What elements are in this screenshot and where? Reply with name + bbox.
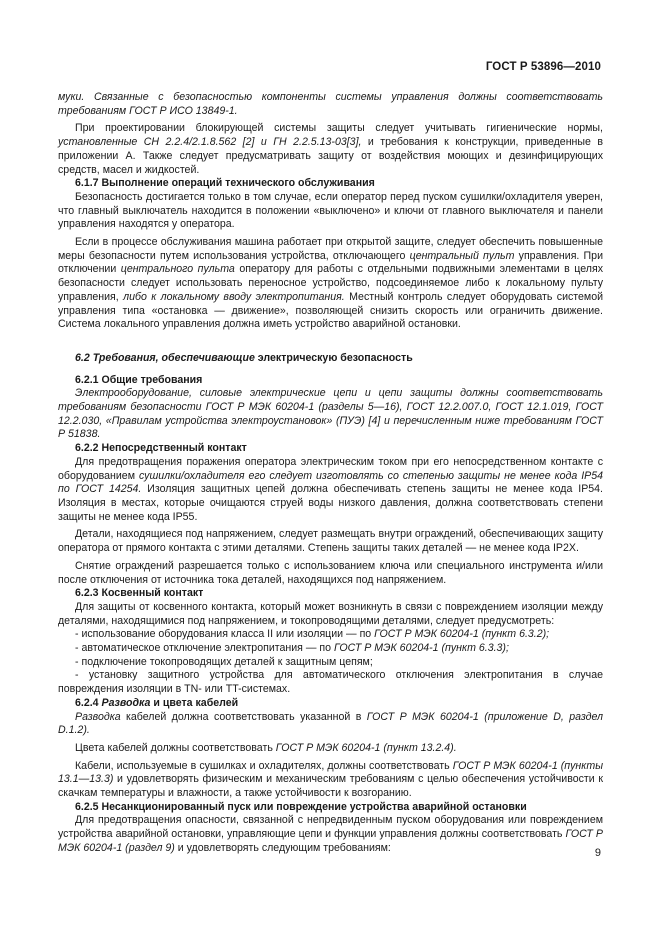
heading-6-2-4: [58, 697, 603, 711]
continued-paragraph: муки. Связанные с безопасностью компоненты системы управления должны соответствовать требованиям ГОСТ Р ИСО 13849-1.: [58, 91, 603, 117]
maint-text-4: Местный контроль следует оборудовать системой управления типа «остановка — движение», позволяющей снизить скорость или ограничить движение. Система локального управления должна иметь устройство аварийной остановки.: [58, 290, 604, 331]
page-number: 9: [594, 847, 601, 859]
design-text-1: При проектировании блокирующей системы защиты следует учитывать гигиенические нормы,: [75, 122, 603, 135]
direct-contact-paragraph-1: [58, 456, 603, 525]
list-item: - установку защитного устройства для автоматического отключения электропитания в случае повреждения изоляции в TN- или TT-системах.: [58, 669, 603, 696]
wiring-paragraph-3: [58, 760, 603, 801]
wiring-italic-1: Разводка: [75, 710, 121, 723]
list-item: [58, 642, 603, 656]
heading-6-2-1: 6.2.1 Общие требования: [75, 373, 203, 386]
list-item-2-ref: ГОСТ Р МЭК 60204-1 (пункт 6.3.3);: [333, 642, 509, 655]
list-item-1-ref: ГОСТ Р МЭК 60204-1 (пункт 6.3.2);: [374, 628, 550, 641]
maint-italic-1: центральный пульт: [409, 249, 515, 262]
cables-ref: ГОСТ Р МЭК 60204-1 (пункты 13.1—13.3): [58, 759, 603, 786]
list-item: [58, 628, 603, 642]
wiring-colors-ref: ГОСТ Р МЭК 60204-1 (пункт 13.2.4).: [275, 741, 457, 754]
heading-6-2-3: 6.2.3 Косвенный контакт: [75, 587, 204, 600]
cables-text-1: Кабели, используемые в сушилках и охладителях, должны соответствовать: [75, 759, 453, 772]
direct-contact-paragraph-2: Детали, находящиеся под напряжением, следует размещать внутри ограждений, обеспечивающих защиту оператора от прямого контакта с этими деталями. Степень защиты таких деталей — не менее кода IP2X.: [58, 528, 603, 555]
wiring-italic-2: ГОСТ Р МЭК 60204-1 (приложение D, раздел D.1.2).: [58, 710, 603, 737]
maintenance-paragraph-2: [58, 236, 603, 332]
maintenance-paragraph-1: Безопасность достигается только в том случае, если оператор перед пуском сушилки/охладителя уверен, что главный выключатель находится в положении «выключено» и ключи от главного выключателя и панели управления находятся у оператора.: [58, 190, 603, 231]
start-ref: ГОСТ Р МЭК 60204-1 (раздел 9): [58, 828, 603, 854]
section-6-2-title-rest: электрическую безопасность: [254, 351, 413, 364]
heading-6-2-4-rest: и цвета кабелей: [150, 696, 239, 709]
design-paragraph: [58, 122, 603, 177]
maint-italic-2: центрального пульта: [120, 263, 235, 276]
heading-6-2-4-number: 6.2.4: [75, 696, 99, 709]
maint-text-2: управления. При отключении: [58, 249, 603, 276]
indirect-contact-paragraph: Для защиты от косвенного контакта, который может возникнуть в связи с повреждением изоляции между деталями, находящимися под напряжением, и токопроводящими деталями, следует предусмотреть:: [58, 600, 603, 627]
heading-6-2-5: 6.2.5 Несанкционированный пуск или повреждение устройства аварийной остановки: [75, 800, 527, 813]
heading-6-2-4-italic: Разводка: [101, 696, 151, 709]
wiring-text-1: кабелей должна соответствовать указанной в: [120, 710, 367, 723]
general-requirements-paragraph: Электрооборудование, силовые электрические цепи и цепи защиты должны соответствовать требованиям безопасности ГОСТ Р МЭК 60204-1 (разделы 5—16), ГОСТ 12.2.007.0, ГОСТ 12.1.019, ГОСТ 12.2.030, «Правилам устройства электроустановок» (ПУЭ) [4] и перечисленным ниже требованиям ГОСТ Р 51838.: [58, 387, 603, 441]
direct-text-1: Для предотвращения поражения оператора электрическим током при его непосредственном контакте с оборудованием: [58, 455, 603, 482]
start-text-2: и удовлетворять следующим требованиям:: [174, 841, 391, 854]
start-text-1: Для предотвращения опасности, связанной с непредвиденным пуском оборудования или повреждением устройства аварийной остановки, управляющие цепи и функции управления должны соответствовать: [58, 814, 603, 841]
wiring-paragraph-2: [58, 742, 603, 756]
wiring-paragraph-1: [58, 711, 603, 738]
list-item-2-text: - автоматическое отключение электропитания — по: [75, 642, 334, 655]
maint-text-1: Если в процессе обслуживания машина работает при открытой защите, следует обеспечить повышенные меры безопасности путем использования устройства, отключающего: [58, 236, 603, 262]
direct-italic-1: сушилки/охладителя его следует изготовлять со степенью защиты не менее кода IP54 по ГОСТ 14254.: [58, 469, 604, 496]
maint-text-3: оператору для работы с отдельными подвижными элементами в целях безопасности следует использовать переносное устройство, подсоединяемое либо к локальному пульту управления,: [58, 263, 603, 303]
direct-text-2: Изоляция защитных цепей должна обеспечивать степень защиты не менее кода IP54. Изоляция в местах, которые очищаются струей воды низкого давления, должна соответствовать степени защиты не менее кода IP55.: [58, 483, 603, 523]
list-item-1-text: - использование оборудования класса II или изоляции — по: [75, 628, 375, 641]
section-6-2-number: 6.2: [75, 351, 90, 364]
design-norms-italic: установленные СН 2.2.4/2.1.8.562 [2] и ГН 2.2.5.13-03[3],: [58, 136, 362, 149]
design-text-2: и требования к конструкции, приведенные в приложении А. Также следует предусматривать защиту от воздействия моющих и дезинфицирующих средств, масел и жидкостей.: [58, 136, 603, 176]
heading-6-2-2: 6.2.2 Непосредственный контакт: [75, 442, 247, 455]
unauthorized-start-paragraph: [58, 814, 603, 855]
heading-6-1-7: 6.1.7 Выполнение операций технического обслуживания: [75, 177, 375, 190]
section-6-2-title: [58, 352, 603, 366]
maint-italic-3: либо к локальному вводу электропитания.: [123, 290, 345, 303]
page-body: [58, 91, 603, 856]
wiring-colors-text: Цвета кабелей должны соответствовать: [75, 741, 276, 754]
list-item: - подключение токопроводящих деталей к защитным цепям;: [75, 655, 373, 668]
cables-text-2: и удовлетворять физическим и механическим требованиям с целью обеспечения устойчивости к скачкам температуры и влажности, а также устойчивости к возгоранию.: [58, 773, 603, 800]
document-code-header: ГОСТ Р 53896—2010: [485, 61, 601, 73]
section-6-2-title-italic: Требования, обеспечивающие: [92, 351, 255, 364]
direct-contact-paragraph-3: Снятие ограждений разрешается только с использованием ключа или специального инструмента и/или после отключения от источника тока деталей, находящихся под напряжением.: [58, 559, 603, 586]
